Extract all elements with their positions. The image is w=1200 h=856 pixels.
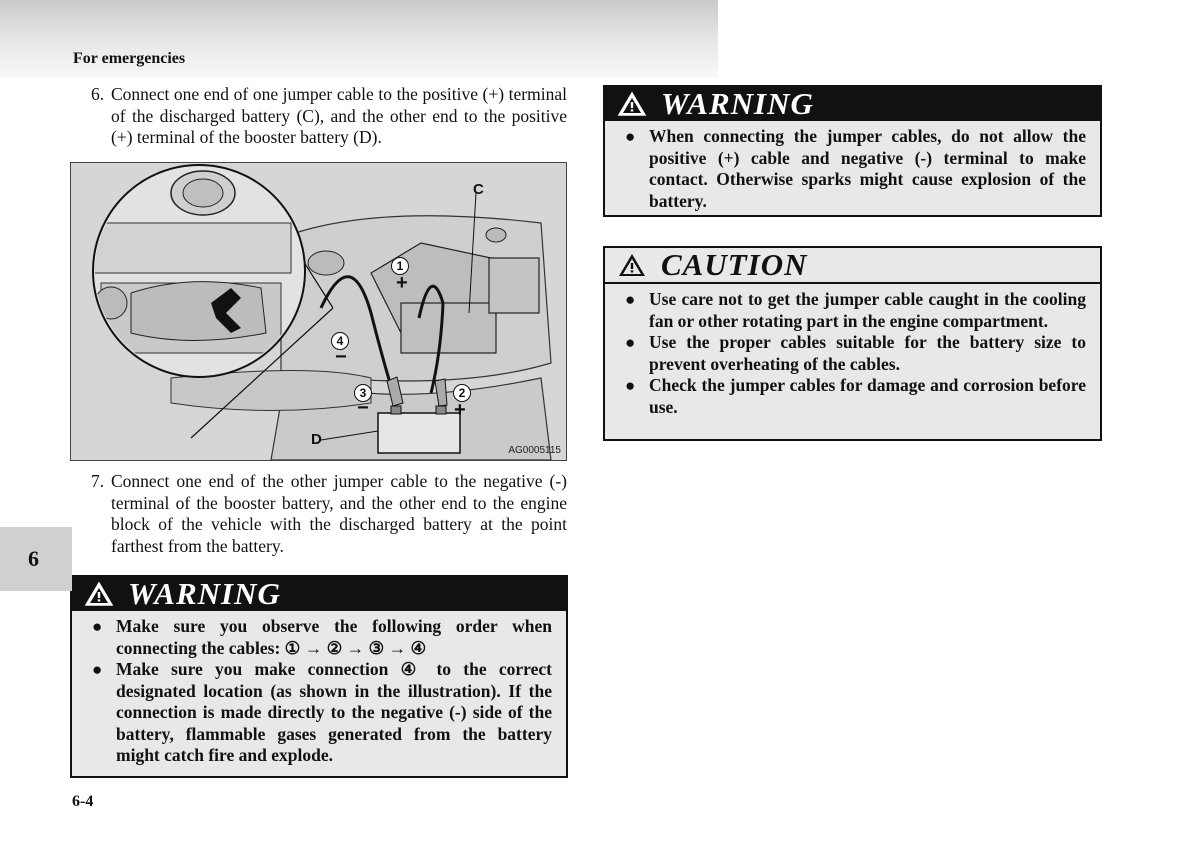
warning-title: WARNING: [128, 576, 281, 611]
engine-bay-drawing: [71, 163, 566, 460]
step-text: Connect one end of the other jumper cable to the negative (-) terminal of the booster battery, and the other end to the engine block of the vehicle with the discharged battery at the point farthest from the battery.: [111, 471, 567, 556]
caution-item: [619, 375, 1086, 418]
bullet-icon: ●: [92, 660, 103, 679]
warning-item: [619, 126, 1086, 212]
step-number: 6.: [91, 84, 105, 104]
step-7: [91, 471, 567, 557]
warning-list: [72, 611, 566, 773]
marker-2: 2: [453, 384, 471, 402]
warning-list: [605, 121, 1100, 218]
plus-sign-2: +: [454, 399, 466, 421]
warning-triangle-icon: [617, 91, 647, 117]
bullet-icon: ●: [92, 617, 103, 636]
marker-3: 3: [354, 384, 372, 402]
plus-sign-1: +: [396, 272, 408, 294]
warning-header: [72, 577, 566, 611]
caution-triangle-icon: [617, 252, 647, 278]
warning-item: [86, 616, 552, 659]
step-text: Connect one end of one jumper cable to the positive (+) terminal of the discharged battery (C), and the other end to the positive (+) terminal of the booster battery (D).: [111, 84, 567, 147]
warning-header: [605, 87, 1100, 121]
bullet-icon: ●: [625, 290, 636, 309]
warning-box-left: [70, 575, 568, 778]
warning-box-right: [603, 85, 1102, 217]
warning-triangle-icon: [84, 581, 114, 607]
caution-item: [619, 289, 1086, 332]
caution-item: [619, 332, 1086, 375]
caution-text: Check the jumper cables for damage and corrosion before use.: [649, 375, 1086, 417]
section-title: For emergencies: [73, 50, 186, 67]
bullet-icon: ●: [625, 127, 636, 146]
warning-text: Make sure you make connection ④ to the correct designated location (as shown in the illustration). If the connection is made directly to the negative (-) side of the battery, flammable gases generated from the battery might catch fire and explode.: [116, 659, 552, 765]
minus-sign-3: −: [357, 397, 369, 419]
chapter-number: 6: [28, 546, 39, 571]
warning-item: [86, 659, 552, 767]
jumper-cable-illustration: [70, 162, 567, 461]
caution-text: Use care not to get the jumper cable caught in the cooling fan or other rotating part in the engine compartment.: [649, 289, 1086, 331]
caution-title: CAUTION: [661, 247, 808, 282]
warning-text: Make sure you observe the following order when connecting the cables: ① → ② → ③ → ④: [116, 616, 552, 658]
caution-box: [603, 246, 1102, 441]
label-c: C: [473, 181, 484, 198]
caution-list: [605, 284, 1100, 424]
warning-text: When connecting the jumper cables, do not allow the positive (+) cable and negative (-) terminal to make contact. Otherwise sparks might cause explosion of the battery.: [649, 126, 1086, 211]
figure-code: AG0005115: [508, 445, 561, 456]
marker-4: 4: [331, 332, 349, 350]
bullet-icon: ●: [625, 376, 636, 395]
page-number: 6-4: [72, 793, 94, 810]
caution-header: [605, 248, 1100, 284]
step-6: [91, 84, 567, 149]
caution-text: Use the proper cables suitable for the battery size to prevent overheating of the cables.: [649, 332, 1086, 374]
step-number: 7.: [91, 471, 105, 491]
bullet-icon: ●: [625, 333, 636, 352]
minus-sign-4: −: [335, 346, 347, 368]
label-d: D: [311, 431, 322, 448]
marker-1: 1: [391, 257, 409, 275]
warning-title: WARNING: [661, 86, 814, 121]
